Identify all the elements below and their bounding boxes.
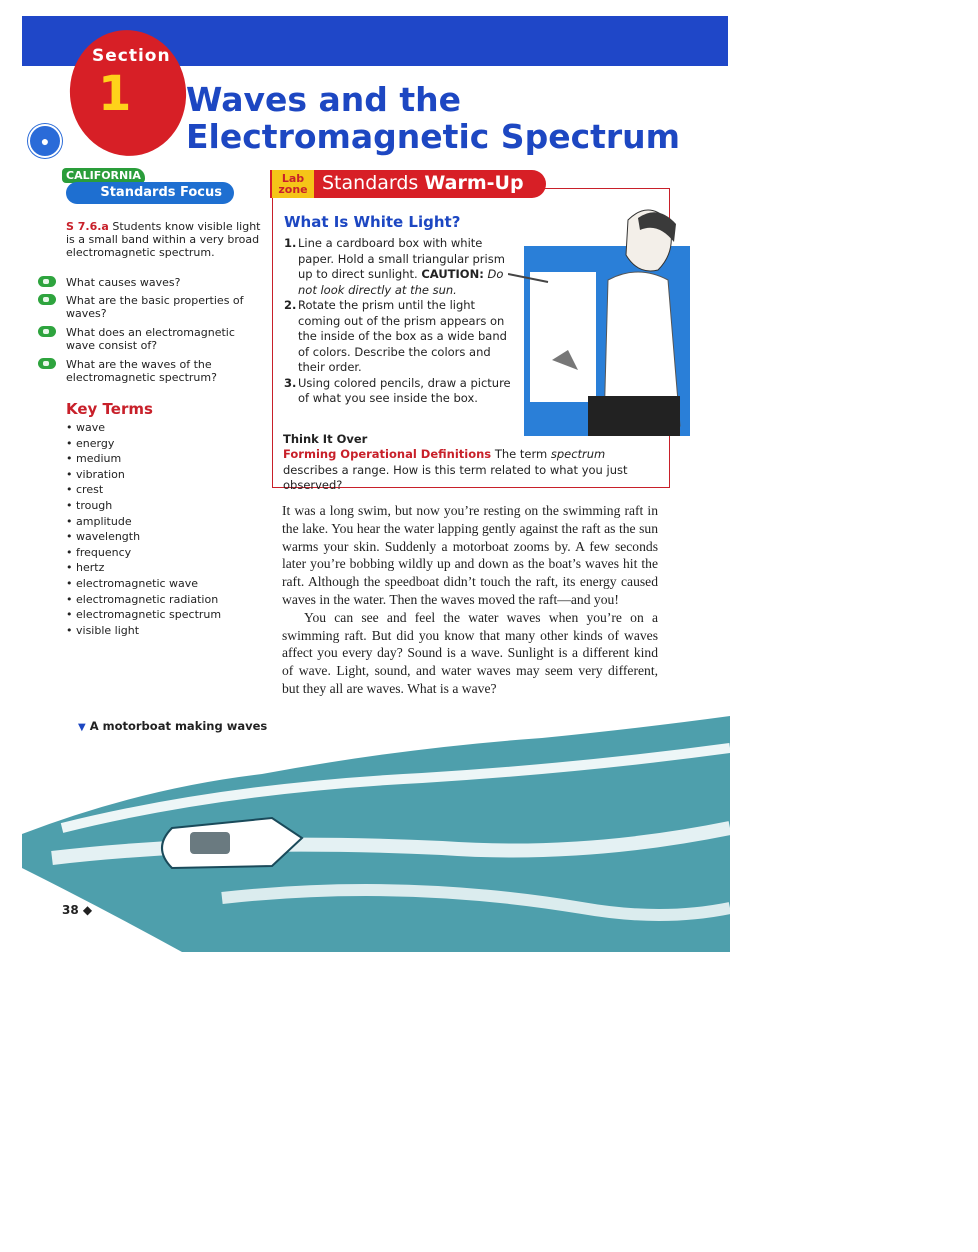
photo-caption: ▼ A motorboat making waves	[78, 719, 268, 733]
key-icon	[38, 276, 56, 287]
lab-header-rule	[546, 188, 668, 189]
key-term: • trough	[66, 498, 221, 514]
lab-title: Standards Warm-Up	[322, 172, 524, 194]
lab-step: 1. Line a cardboard box with white paper. Hold a small triangular prism up to direct sunlight. CAUTION: Do not look directly at the sun.	[284, 236, 505, 297]
audio-icon[interactable]: ●	[28, 124, 62, 158]
key-icon	[38, 294, 56, 305]
key-term: • electromagnetic spectrum	[66, 607, 221, 623]
key-term: • vibration	[66, 467, 221, 483]
skill-label: Forming Operational Definitions	[283, 447, 492, 461]
standard-statement	[66, 220, 262, 259]
body-text	[282, 502, 658, 698]
page-title-line1: Waves and the	[186, 80, 462, 119]
standards-focus-banner: Standards Focus	[66, 182, 234, 204]
lab-steps	[284, 236, 512, 407]
activity-title: What Is White Light?	[284, 213, 461, 231]
motorboat-photo	[22, 708, 730, 952]
page-title-line2: Electromagnetic Spectrum	[186, 117, 681, 156]
lab-step: 2. Rotate the prism until the light coming out of the prism appears on the inside of the box as a wide band of colors. Describe the colors and their order.	[284, 298, 507, 374]
section-number: 1	[98, 66, 132, 122]
body-paragraph: You can see and feel the water waves when you’re on a swimming raft. But did you know that many other kinds of waves affect you every day? Sound is a wave. Sunlight is a different kind of wave. Light, sound, and water waves may seem very different, but they all are waves. What is a wave?	[282, 609, 658, 696]
section-label: Section	[92, 46, 171, 66]
standard-code: S 7.6.a	[66, 220, 109, 233]
key-icon	[38, 358, 56, 369]
lab-zone-logo: Lab zone	[272, 170, 314, 198]
lab-step: 3. Using colored pencils, draw a picture of what you see inside the box.	[284, 375, 511, 405]
key-term: • hertz	[66, 560, 221, 576]
key-term: • amplitude	[66, 514, 221, 530]
key-terms-heading: Key Terms	[66, 400, 153, 418]
page-number: 38 ◆	[62, 903, 93, 917]
key-term: • energy	[66, 436, 221, 452]
standard-description: Students know visible light is a small band within a very broad electromagnetic spectrum.	[66, 220, 261, 259]
caption-arrow-icon: ▼	[78, 722, 86, 733]
key-term: • visible light	[66, 623, 221, 639]
key-term: • electromagnetic wave	[66, 576, 221, 592]
think-it-over-text: Forming Operational Definitions The term spectrum describes a range. How is this term related to what you just observed?	[283, 447, 628, 492]
key-term: • crest	[66, 482, 221, 498]
caution-text: Do not look directly at the sun.	[298, 267, 504, 297]
california-label: CALIFORNIA	[62, 168, 145, 183]
key-term: • medium	[66, 451, 221, 467]
think-it-over-heading: Think It Over	[283, 432, 368, 446]
body-paragraph: It was a long swim, but now you’re resting on the swimming raft in the lake. You hear the water lapping gently against the raft as the sun warms your skin. Suddenly a motorboat zooms by. A few seconds later you’re bobbing wildly up and down as the boat’s waves hit the raft. Although the speedboat didn’t touch the raft, its energy caused waves in the water. Then the waves moved the raft—and you!	[282, 503, 658, 607]
key-icon	[38, 326, 56, 337]
caution-label: CAUTION:	[421, 267, 484, 281]
key-terms-list	[66, 420, 221, 638]
key-term: • wave	[66, 420, 221, 436]
key-term: • wavelength	[66, 529, 221, 545]
key-term: • frequency	[66, 545, 221, 561]
key-term: • electromagnetic radiation	[66, 592, 221, 608]
student-with-prism-illustration	[508, 200, 690, 436]
